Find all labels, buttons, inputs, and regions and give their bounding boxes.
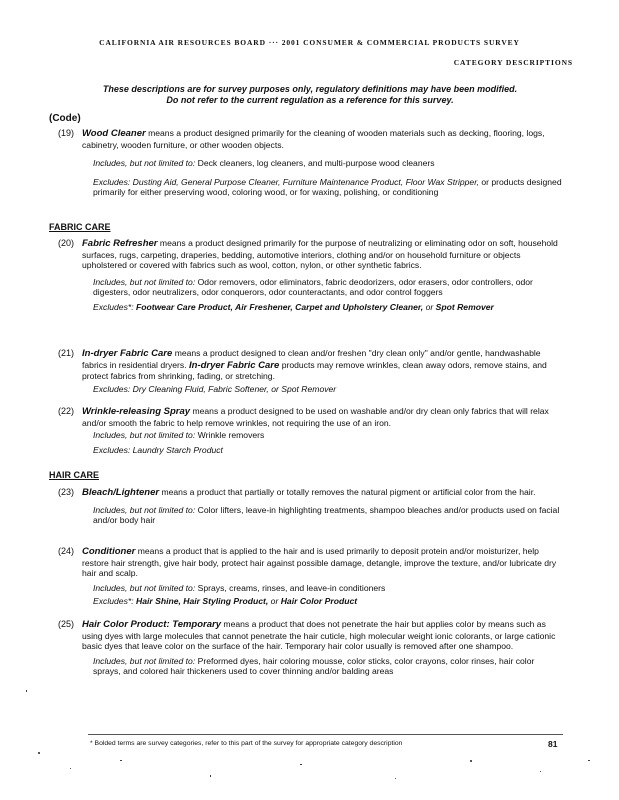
code-label: (Code) bbox=[49, 113, 81, 124]
entry-definition-cont: products may remove wrinkles, clean away odors, remove stains, and protect fabrics from shrinking, fading, or stretching. bbox=[82, 359, 547, 382]
section-fabric-care: FABRIC CARE bbox=[49, 222, 111, 232]
excludes-text: Dry Cleaning Fluid, Fabric Softener, bbox=[132, 383, 269, 394]
section-hair-care: HAIR CARE bbox=[49, 470, 100, 480]
entry-number: (22) bbox=[58, 406, 75, 416]
footer-rule bbox=[88, 734, 563, 735]
entry-number: (19) bbox=[58, 128, 75, 138]
excludes-label: Excludes: bbox=[93, 383, 131, 394]
excludes-label: Excludes: bbox=[93, 176, 131, 187]
entry-term: Conditioner bbox=[82, 546, 136, 557]
notice-line-2: Do not refer to the current regulation as a reference for this survey. bbox=[166, 95, 454, 105]
excludes-text: Dusting Aid, General Purpose Cleaner, Furniture Maintenance Product, Floor Wax Stripper, bbox=[132, 176, 479, 187]
includes-label: Includes, but not limited to: bbox=[93, 276, 196, 287]
entry-term: In-dryer Fabric Care bbox=[82, 348, 173, 359]
excludes-tail: Spot Remover bbox=[281, 383, 337, 394]
entry-definition: means a product that partially or totally removes the natural pigment or artificial color from the hair. bbox=[161, 487, 536, 497]
entry-25 bbox=[58, 619, 562, 677]
entry-number: (24) bbox=[58, 546, 75, 556]
includes-text: Odor removers, odor eliminators, fabric deodorizers, odor erasers, odor controllers, odor digesters, odor neutralizers, odor conquerors, odor counteractants, and odor control foggers bbox=[93, 276, 533, 298]
page-header-title: CALIFORNIA AIR RESOURCES BOARD ··· 2001 CONSUMER & COMMERCIAL PRODUCTS SURVEY bbox=[99, 38, 520, 47]
notice-line-1: These descriptions are for survey purposes only, regulatory definitions may have been modified. bbox=[102, 84, 518, 94]
footer-note: * Bolded terms are survey categories, refer to this part of the survey for appropriate category description bbox=[90, 740, 403, 747]
entry-term: Wrinkle-releasing Spray bbox=[82, 406, 191, 417]
page-number: 81 bbox=[548, 739, 558, 749]
includes-label: Includes, but not limited to: bbox=[93, 158, 196, 169]
entry-21 bbox=[58, 348, 562, 394]
entry-19 bbox=[58, 128, 562, 198]
excludes-label: Excludes*: bbox=[93, 596, 134, 607]
entry-term: Bleach/Lightener bbox=[82, 487, 160, 498]
entry-number: (20) bbox=[58, 238, 75, 248]
entry-definition: means a product designed primarily for the cleaning of wooden materials such as decking, flooring, logs, cabinetry, wooden furniture, or other wooden objects. bbox=[82, 128, 545, 150]
entry-number: (25) bbox=[58, 619, 75, 629]
excludes-tail: or products designed primarily for either preserving wood, coloring wood, or for waxing, polishing, or conditioning bbox=[93, 176, 562, 198]
excludes-text: Footwear Care Product, Air Freshener, Carpet and Upholstery Cleaner, bbox=[136, 301, 424, 312]
entry-term: Hair Color Product: Temporary bbox=[82, 619, 222, 630]
entry-definition: means a product that does not penetrate the hair but applies color by means such as using dyes with large molecules that cannot penetrate the hair cuticle, high molecular weight ionic colorants, or large cationic basic dyes that leave color on the surface of the hair. Temporary hair color usually is removed after one shampoo. bbox=[82, 619, 556, 652]
entry-23 bbox=[58, 487, 562, 526]
excludes-text: Hair Shine, Hair Styling Product, bbox=[136, 596, 269, 607]
excludes-or: or bbox=[425, 301, 434, 312]
includes-text: Sprays, creams, rinses, and leave-in conditioners bbox=[197, 582, 386, 593]
page-header-subtitle: CATEGORY DESCRIPTIONS bbox=[453, 58, 573, 67]
excludes-tail: Spot Remover bbox=[435, 301, 494, 312]
entry-22 bbox=[58, 406, 562, 455]
entry-24 bbox=[58, 546, 562, 607]
includes-text: Color lifters, leave-in highlighting treatments, shampoo bleaches and/or products used on facial and/or body hair bbox=[93, 504, 560, 526]
excludes-label: Excludes*: bbox=[93, 301, 134, 312]
entry-term: Wood Cleaner bbox=[82, 128, 146, 139]
includes-label: Includes, but not limited to: bbox=[93, 504, 196, 515]
entry-definition: means a product that is applied to the hair and is used primarily to deposit protein and/or moisturizer, help restore hair strength, give hair body, protect hair against possible damage, detangle, improve the texture, and/or lubricate dry hair and scalp. bbox=[82, 546, 557, 579]
excludes-or: or bbox=[271, 383, 279, 394]
survey-notice bbox=[60, 84, 560, 106]
excludes-or: or bbox=[270, 596, 279, 607]
excludes-tail: Hair Color Product bbox=[280, 596, 358, 607]
includes-label: Includes, but not limited to: bbox=[93, 655, 196, 666]
includes-text: Deck cleaners, log cleaners, and multi-purpose wood cleaners bbox=[197, 158, 435, 169]
excludes-label: Excludes: bbox=[93, 444, 131, 455]
entry-definition: means a product designed primarily for the purpose of neutralizing or eliminating odor on soft, household surfaces, rugs, carpeting, draperies, bedding, automotive interiors, clothing and/or on household furniture or objects upholstered or covered with fabrics such as wool, cotton, nylon, or other synthetic fabrics. bbox=[82, 238, 558, 271]
entry-definition: means a product designed to clean and/or freshen "dry clean only" and/or gentle, handwashable fabrics in residential dryers. bbox=[82, 348, 541, 370]
includes-label: Includes, but not limited to: bbox=[93, 582, 196, 593]
entry-number: (23) bbox=[58, 487, 75, 497]
entry-term-repeat: In-dryer Fabric Care bbox=[189, 359, 280, 371]
includes-text: Wrinkle removers bbox=[197, 430, 265, 441]
entry-20 bbox=[58, 238, 562, 313]
excludes-text: Laundry Starch Product bbox=[132, 444, 223, 455]
entry-term: Fabric Refresher bbox=[82, 238, 158, 249]
entry-definition: means a product designed to be used on washable and/or dry clean only fabrics that will relax and/or smooth the fabric to help remove wrinkles, not requiring the use of an iron. bbox=[82, 406, 549, 428]
entry-number: (21) bbox=[58, 348, 75, 358]
includes-text: Preformed dyes, hair coloring mousse, color sticks, color crayons, color rinses, hair color sprays, and colored hair thickeners used to cover thinning and/or balding areas bbox=[93, 655, 535, 677]
includes-label: Includes, but not limited to: bbox=[93, 430, 196, 441]
